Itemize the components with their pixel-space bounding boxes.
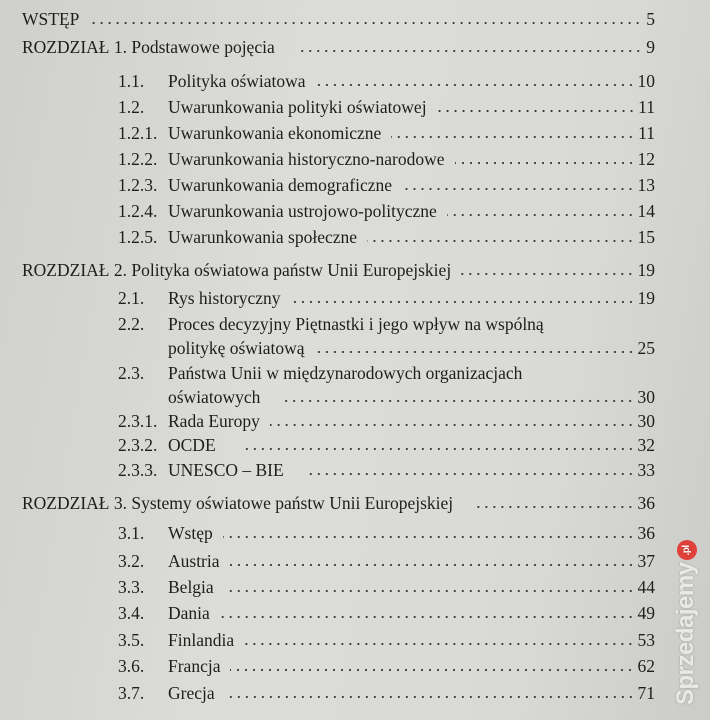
toc-page: 15 [637, 227, 655, 247]
toc-title: Uwarunkowania ustrojowo-polityczne [168, 201, 437, 221]
toc-page: 11 [638, 123, 655, 143]
toc-title: Austria [168, 551, 220, 571]
toc-page: 53 [637, 630, 655, 650]
toc-section-continued [168, 337, 655, 359]
toc-title: WSTĘP [22, 9, 80, 29]
toc-title-continued: oświatowych [168, 387, 261, 407]
section-number: 2.2. [118, 314, 145, 334]
dot-leader [230, 668, 634, 672]
section-number: 3.5. [118, 630, 145, 650]
dot-leader [477, 505, 634, 509]
toc-page: 5 [646, 9, 655, 29]
toc-page: 37 [637, 551, 655, 571]
toc-chapter [22, 36, 655, 58]
toc-title: Uwarunkowania demograficzne [168, 175, 392, 195]
toc-section [118, 148, 655, 170]
toc-chapter [22, 492, 655, 514]
toc-page: 25 [637, 338, 655, 358]
toc-title: UNESCO – BIE [168, 460, 284, 480]
toc-page: 19 [637, 260, 655, 280]
toc-title: ROZDZIAŁ 1. Podstawowe pojęcia [22, 37, 275, 57]
toc-title: Finlandia [168, 630, 235, 650]
section-number: 1.2. [118, 97, 145, 117]
toc-section [118, 96, 655, 118]
toc-section [118, 629, 655, 651]
toc-section-continued [168, 386, 655, 408]
toc-page: 30 [637, 411, 655, 431]
section-number: 3.6. [118, 656, 145, 676]
dot-leader [240, 447, 635, 451]
toc-section [118, 602, 655, 624]
toc-title: Polityka oświatowa [168, 71, 306, 91]
section-number: 1.2.5. [118, 227, 158, 247]
toc-section [118, 122, 655, 144]
toc-page: 11 [638, 97, 655, 117]
toc-section [118, 313, 544, 335]
toc-section [118, 226, 655, 248]
toc-section [118, 576, 655, 598]
toc-title: Rys historyczny [168, 288, 281, 308]
dot-leader [223, 535, 635, 539]
toc-page: 33 [637, 460, 655, 480]
toc-title: Dania [168, 603, 210, 623]
dot-leader [367, 239, 634, 243]
dot-leader [224, 589, 635, 593]
toc-title: Uwarunkowania społeczne [168, 227, 358, 247]
dot-leader [316, 83, 635, 87]
section-number: 3.7. [118, 683, 145, 703]
section-number: 2.3. [118, 363, 145, 383]
section-number: 3.1. [118, 523, 145, 543]
dot-leader [455, 161, 635, 165]
dot-leader [391, 135, 635, 139]
toc-title: Wstęp [168, 523, 213, 543]
toc-title: Państwa Unii w międzynarodowych organizacjach [168, 363, 523, 383]
toc-page: 62 [637, 656, 655, 676]
dot-leader [230, 563, 635, 567]
toc-section [118, 550, 655, 572]
toc-section [118, 655, 655, 677]
toc-title: Grecja [168, 683, 215, 703]
toc-title: ROZDZIAŁ 2. Polityka oświatowa państw Unii Europejskiej [22, 260, 452, 280]
dot-leader [315, 350, 635, 354]
dot-leader [244, 642, 634, 646]
section-number: 1.2.3. [118, 175, 158, 195]
toc-title: Francja [168, 656, 221, 676]
section-number: 1.2.1. [118, 123, 158, 143]
toc-title: Belgia [168, 577, 214, 597]
toc-page: 36 [637, 493, 655, 513]
dot-leader [308, 472, 635, 476]
dot-leader [461, 272, 634, 276]
toc-section [118, 410, 655, 432]
section-number: 3.2. [118, 551, 145, 571]
toc-title: ROZDZIAŁ 3. Systemy oświatowe państw Unii Europejskiej [22, 493, 454, 513]
toc-section [118, 682, 655, 704]
toc-title: Uwarunkowania ekonomiczne [168, 123, 382, 143]
toc-page: 9 [646, 37, 655, 57]
section-number: 2.1. [118, 288, 145, 308]
toc-section [118, 174, 655, 196]
section-number: 2.3.2. [118, 435, 158, 455]
toc-section [118, 362, 522, 384]
dot-leader [299, 49, 642, 53]
section-number: 1.1. [118, 71, 145, 91]
section-number: 3.3. [118, 577, 145, 597]
dot-leader [270, 423, 635, 427]
section-number: 1.2.2. [118, 149, 158, 169]
watermark-text: Sprzedajemy [672, 562, 699, 705]
dot-leader [225, 695, 635, 699]
toc-section [118, 200, 655, 222]
toc-section [118, 70, 655, 92]
dot-leader [437, 109, 636, 113]
toc-section [118, 434, 655, 456]
toc-page: 32 [637, 435, 655, 455]
toc-title: Uwarunkowania historyczno-narodowe [168, 149, 445, 169]
toc-title: OCDE [168, 435, 216, 455]
toc-section [118, 287, 655, 309]
dot-leader [291, 300, 635, 304]
section-number: 2.3.3. [118, 460, 158, 480]
toc-chapter [22, 259, 655, 281]
toc-title: Uwarunkowania polityki oświatowej [168, 97, 427, 117]
section-number: 2.3.1. [118, 411, 158, 431]
dot-leader [89, 21, 642, 25]
watermark-logo [672, 540, 700, 705]
toc-page: 12 [637, 149, 655, 169]
toc-page: 30 [637, 387, 655, 407]
section-number: 3.4. [118, 603, 145, 623]
dot-leader [402, 187, 635, 191]
toc-page: 36 [637, 523, 655, 543]
toc-page: 13 [637, 175, 655, 195]
toc-title: Rada Europy [168, 411, 260, 431]
toc-page: 44 [637, 577, 655, 597]
toc-title: Proces decyzyjny Piętnastki i jego wpływ na wspólną [168, 314, 544, 334]
toc-section [118, 459, 655, 481]
section-number: 1.2.4. [118, 201, 158, 221]
toc-section [118, 522, 655, 544]
toc-title-continued: politykę oświatową [168, 338, 305, 358]
dot-leader [447, 213, 635, 217]
toc-page: 19 [637, 288, 655, 308]
toc-page: 71 [637, 683, 655, 703]
toc-page: 10 [637, 71, 655, 91]
watermark-badge: .pl [677, 540, 697, 560]
dot-leader [284, 399, 634, 403]
dot-leader [220, 615, 635, 619]
toc-page: 14 [637, 201, 655, 221]
toc-intro [22, 8, 655, 30]
toc-page: 49 [637, 603, 655, 623]
